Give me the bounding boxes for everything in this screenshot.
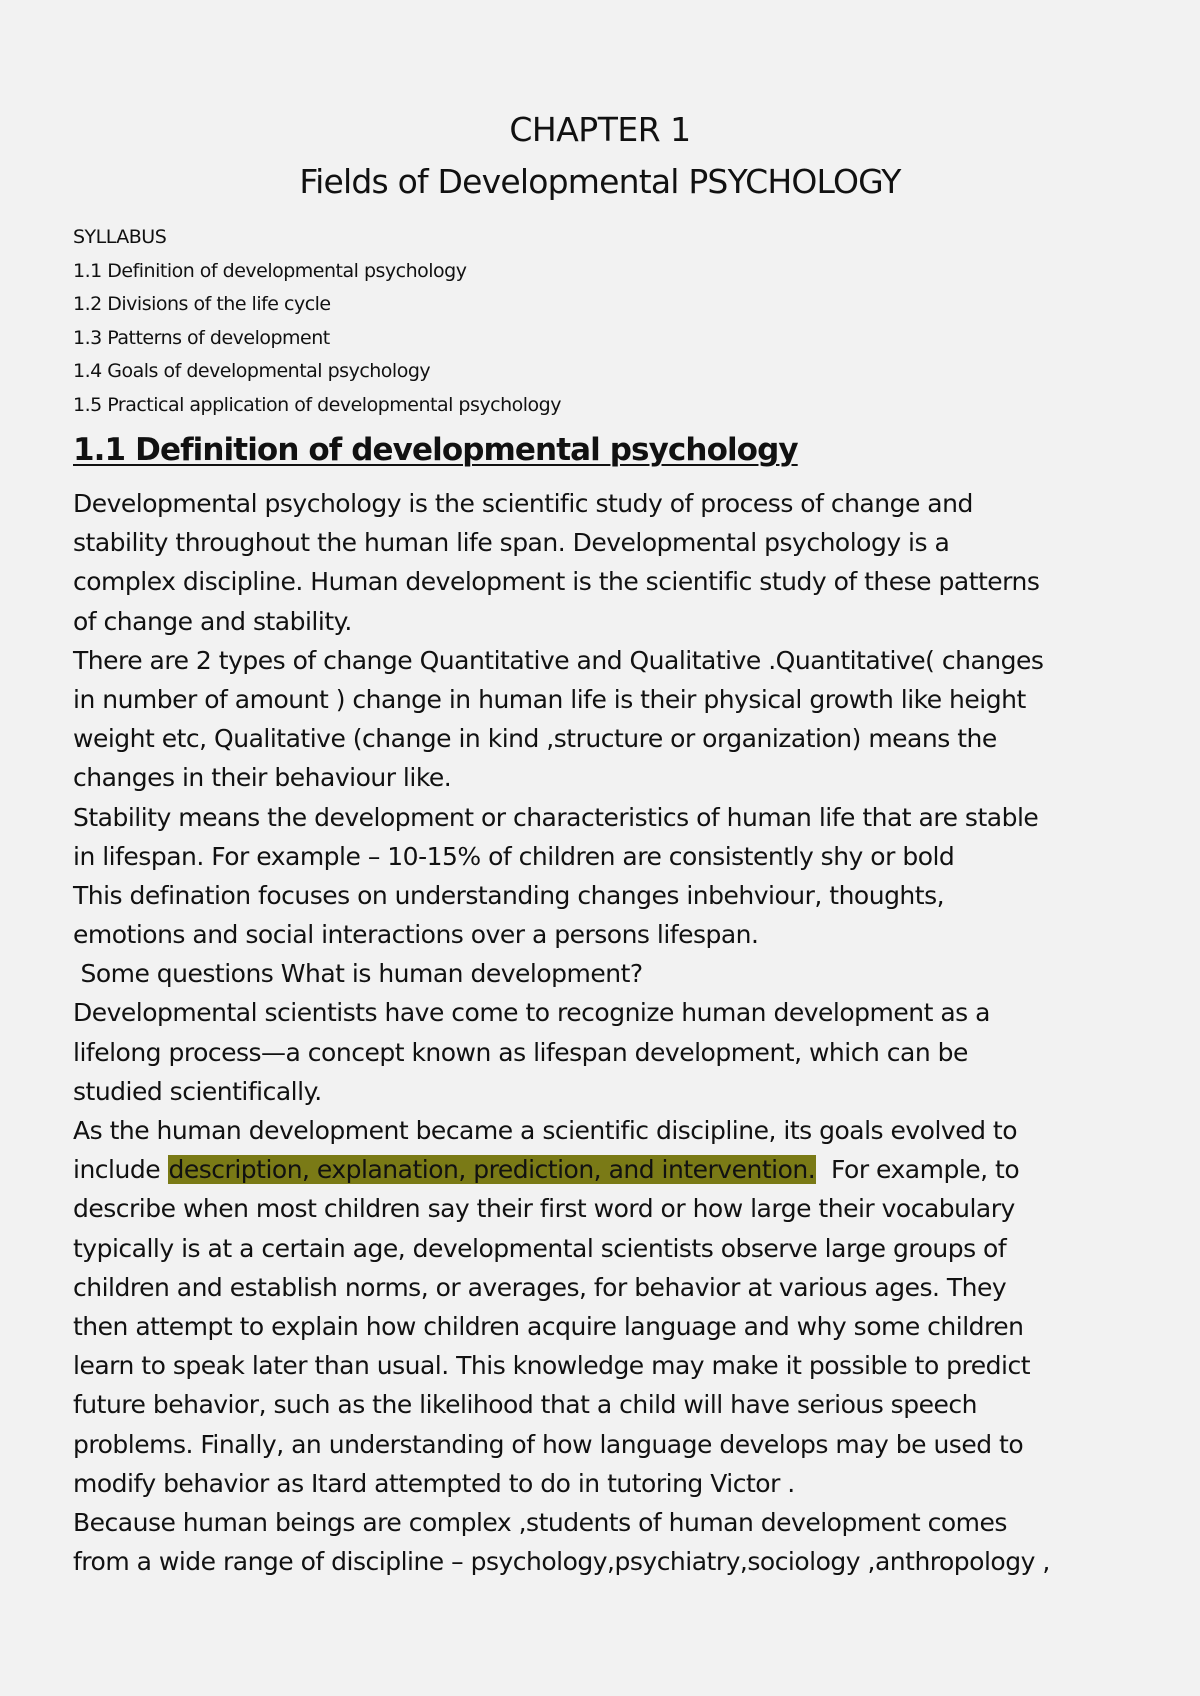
section-heading: 1.1 Definition of developmental psychology — [73, 432, 798, 468]
highlighted-text: description, explanation, prediction, and intervention. — [168, 1155, 816, 1185]
highlight-suffix: For example, to — [816, 1155, 1020, 1185]
syllabus-item: 1.3 Patterns of development — [73, 326, 330, 349]
body-line: complex discipline. Human development is the scientific study of these patterns — [73, 567, 1040, 597]
body-line: children and establish norms, or averages, for behavior at various ages. They — [73, 1272, 1007, 1302]
syllabus — [73, 221, 1133, 423]
syllabus-item: 1.5 Practical application of developmental psychology — [73, 393, 561, 416]
body-line: changes in their behaviour like. — [73, 763, 452, 793]
syllabus-item: 1.1 Definition of developmental psychology — [73, 259, 467, 282]
body-line: Developmental psychology is the scientific study of process of change and — [73, 489, 973, 518]
body-line: emotions and social interactions over a persons lifespan. — [73, 920, 759, 950]
body-line-highlighted — [73, 1150, 1153, 1189]
body-line: Because human beings are complex ,students of human development comes — [73, 1507, 1007, 1537]
body-line: in number of amount ) change in human life is their physical growth like height — [73, 684, 1026, 714]
body-line: Some questions What is human development? — [73, 959, 643, 989]
body-line: learn to speak later than usual. This knowledge may make it possible to predict — [73, 1351, 1031, 1381]
body-line: describe when most children say their first word or how large their vocabulary — [73, 1194, 1015, 1224]
chapter-title: Fields of Developmental PSYCHOLOGY — [299, 162, 901, 201]
body-line: This defination focuses on understanding changes inbehviour, thoughts, — [73, 880, 945, 910]
body-line: Developmental scientists have come to recognize human development as a — [73, 998, 990, 1028]
body-line: future behavior, such as the likelihood that a child will have serious speech — [73, 1390, 977, 1420]
body-line: then attempt to explain how children acquire language and why some children — [73, 1311, 1024, 1341]
body-line: Stability means the development or characteristics of human life that are stable — [73, 802, 1039, 832]
syllabus-item: 1.4 Goals of developmental psychology — [73, 360, 431, 383]
chapter-number: CHAPTER 1 — [509, 110, 691, 149]
body-line: weight etc, Qualitative (change in kind ,structure or organization) means the — [73, 724, 997, 754]
body-line: stability throughout the human life span. Developmental psychology is a — [73, 528, 950, 558]
body-line: As the human development became a scientific discipline, its goals evolved to — [73, 1116, 1017, 1145]
syllabus-label: SYLLABUS — [73, 226, 167, 248]
body-line: problems. Finally, an understanding of how language develops may be used to — [73, 1429, 1024, 1459]
body-line: in lifespan. For example – 10-15% of children are consistently shy or bold — [73, 841, 955, 871]
body-line: studied scientifically. — [73, 1076, 322, 1106]
body-line: from a wide range of discipline – psychology,psychiatry,sociology ,anthropology , — [73, 1547, 1050, 1577]
body-line: of change and stability. — [73, 606, 352, 636]
syllabus-item: 1.2 Divisions of the life cycle — [73, 293, 331, 316]
body-line: typically is at a certain age, developmental scientists observe large groups of — [73, 1233, 1007, 1263]
body-line: There are 2 types of change Quantitative and Qualitative .Quantitative( changes — [73, 645, 1044, 675]
body-text — [73, 484, 1153, 1581]
highlight-prefix: include — [73, 1155, 168, 1185]
body-line: lifelong process—a concept known as lifespan development, which can be — [73, 1037, 968, 1067]
body-line: modify behavior as Itard attempted to do in tutoring Victor . — [73, 1468, 795, 1498]
